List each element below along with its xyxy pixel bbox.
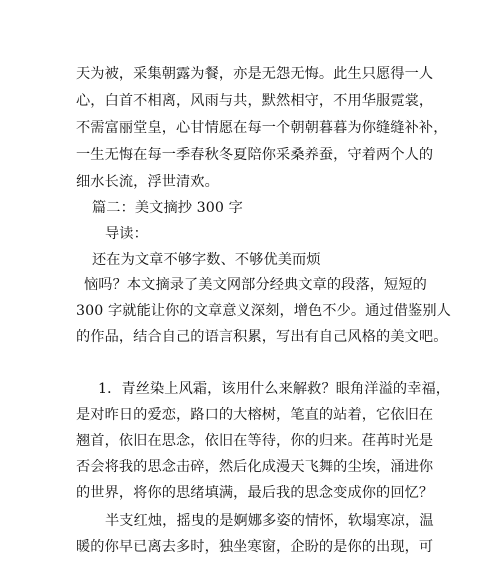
text-line-1: 天为被，采集朝露为餐，亦是无怨无悔。此生只愿得一人 bbox=[76, 66, 434, 82]
paragraph-1-line-2: 是对昨日的爱恋，路口的大榕树，笔直的站着，它依旧在 bbox=[76, 407, 434, 423]
paragraph-1-line-3: 翘首，依旧在思念，依旧在等待，你的归来。荏苒时光是 bbox=[76, 433, 434, 449]
paragraph-2-line-2: 暖的你早已离去多时，独坐寒窗，企盼的是你的出现，可 bbox=[76, 539, 434, 555]
text-line-2: 心，白首不相离，风雨与共，默然相守，不用华服霓裳， bbox=[76, 93, 434, 109]
text-line-10: 300 字就能让你的文章意义深刻，增色不少。通过借鉴别人 bbox=[76, 303, 451, 319]
intro-label: 导读： bbox=[105, 226, 148, 242]
text-line-3: 不需富丽堂皇，心甘情愿在每一个朝朝暮暮为你缝缝补补， bbox=[76, 120, 448, 136]
text-line-9: 恼吗？本文摘录了美文网部分经典文章的段落，短短的 bbox=[84, 277, 427, 293]
text-line-8: 还在为文章不够字数、不够优美而烦 bbox=[92, 252, 321, 268]
paragraph-1-line-5: 的世界，将你的思绪填满，最后我的思念变成你的回忆？ bbox=[76, 485, 434, 501]
text-line-11: 的作品，结合自己的语言积累，写出有自己风格的美文吧。 bbox=[76, 329, 448, 345]
text-line-4: 一生无悔在每一季春秋冬夏陪你采桑养蚕，守着两个人的 bbox=[76, 147, 434, 163]
paragraph-1-line-1: 1．青丝染上风霜，该用什么来解救？眼角洋溢的幸福， bbox=[98, 381, 451, 397]
paragraph-2-line-1: 半支红烛，摇曳的是婀娜多姿的情怀，软塌寒凉，温 bbox=[105, 513, 434, 529]
text-line-5: 细水长流，浮世清欢。 bbox=[76, 174, 219, 190]
section-heading: 篇二：美文摘抄 300 字 bbox=[92, 200, 243, 216]
paragraph-1-line-4: 否会将我的思念击碎，然后化成漫天飞舞的尘埃，涌进你 bbox=[76, 459, 434, 475]
